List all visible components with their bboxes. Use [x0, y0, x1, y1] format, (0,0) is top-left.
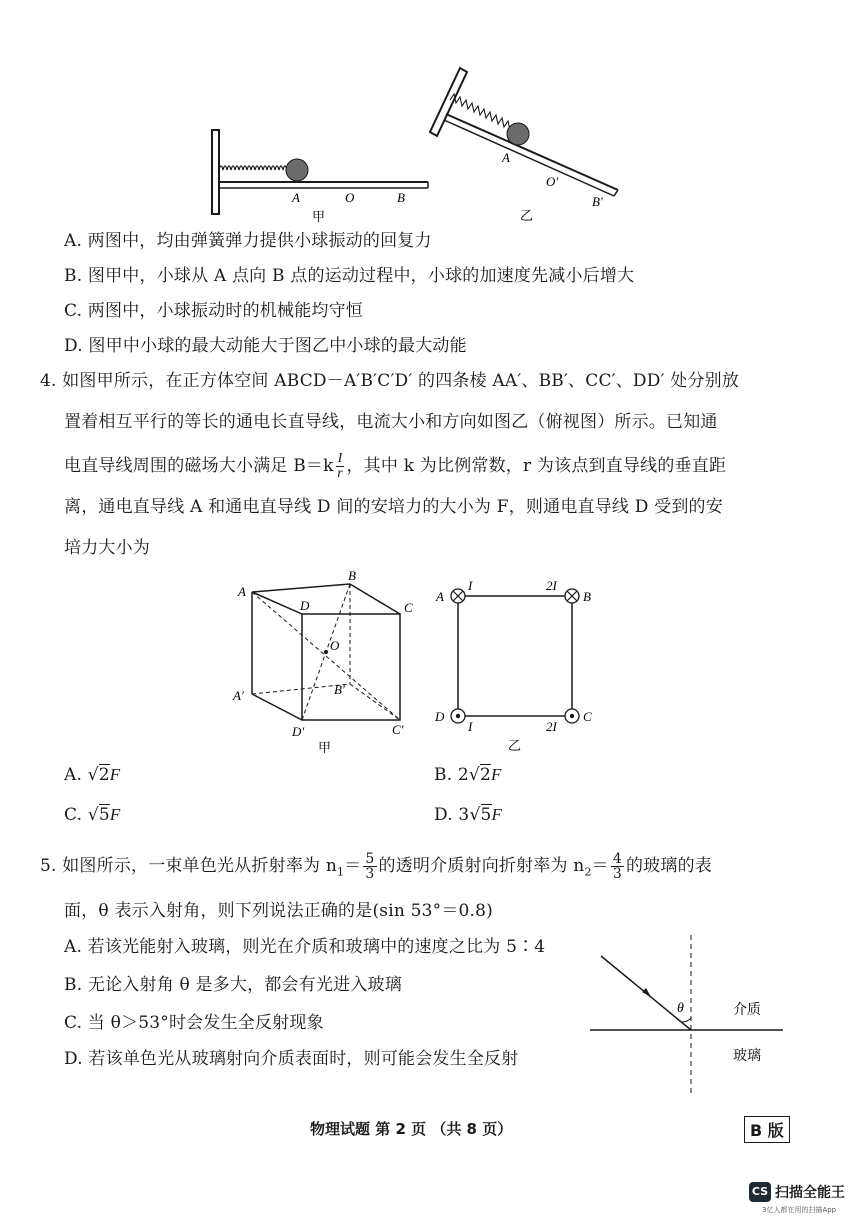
camscanner-name: 扫描全能王: [775, 1185, 845, 1201]
q4-line-3-pre: 电直导线周围的磁场大小满足 B＝k: [64, 456, 334, 476]
q5-option-a: A. 若该光能射入玻璃，则光在介质和玻璃中的速度之比为 5∶4: [64, 937, 546, 957]
camscanner-logo-icon: CS: [749, 1182, 771, 1202]
cube-label-D: D: [300, 598, 310, 613]
q4-option-d: D. 3√5F: [434, 805, 503, 825]
q4-option-a: A. √2F: [64, 765, 121, 785]
version-badge: B 版: [744, 1116, 790, 1143]
glass-label: 玻璃: [733, 1049, 761, 1064]
top-caption: 乙: [508, 738, 522, 753]
medium-label: 介质: [733, 1003, 761, 1018]
q3-option-c: C. 两图中，小球振动时的机械能均守恒: [64, 301, 364, 321]
q5-option-d: D. 若该单色光从玻璃射向介质表面时，则可能会发生全反射: [64, 1049, 519, 1069]
camscanner-tagline: 3亿人都在用的扫描App: [762, 1206, 837, 1214]
top-label-IB: 2I: [546, 578, 557, 593]
q4-line-5: 培力大小为: [64, 538, 150, 558]
q4-line-2: 置着相互平行的等长的通电长直导线，电流大小和方向如图乙（俯视图）所示。已知通: [64, 412, 718, 432]
page-footer: 物理试题 第 2 页 （共 8 页）: [310, 1120, 513, 1138]
q3-option-d: D. 图甲中小球的最大动能大于图乙中小球的最大动能: [64, 336, 467, 356]
q4-line-3-post: ，其中 k 为比例常数，r 为该点到直导线的垂直距: [346, 456, 727, 476]
cube-label-B: B: [348, 570, 356, 583]
q5-line-1: 5. 如图所示，一束单色光从折射率为 $n_1=$ $\frac{5}{3}$ 的透明介质射向折射率为 $n_2=$ $\frac{4}{3}$ 的玻璃的表: [40, 851, 712, 882]
q5-line-2: 面，θ 表示入射角，则下列说法正确的是(sin 53°＝0.8): [64, 901, 493, 921]
cube-label-A: A: [238, 584, 246, 599]
top-label-B: B: [583, 589, 591, 604]
q5-n1-fraction: $\frac{5}{3}$: [365, 851, 375, 882]
figure-spring-horizontal: [200, 120, 440, 230]
q4-fraction-num: I: [337, 451, 343, 466]
top-label-D: D: [435, 709, 445, 724]
figure-cube: [228, 570, 428, 755]
q5-option-c: C. 当 θ＞53°时会发生全反射现象: [64, 1013, 324, 1033]
label-O: O: [345, 190, 355, 205]
cube-label-O: O: [330, 638, 340, 653]
caption-jia: 甲: [312, 209, 326, 224]
label-O: O′: [546, 174, 559, 189]
label-B: B′: [592, 194, 603, 209]
top-label-IC: 2I: [546, 719, 557, 734]
top-label-ID: I: [468, 719, 473, 734]
cube-label-C1: C′: [392, 722, 404, 737]
q4-line-4: 离，通电直导线 A 和通电直导线 D 间的安培力的大小为 F，则通电直导线 D 受到的安: [64, 497, 723, 517]
q5-n2-fraction: $\frac{4}{3}$: [612, 851, 622, 882]
label-B: B: [397, 190, 405, 205]
incline: [446, 114, 618, 190]
q4-fraction-den: r: [337, 466, 343, 481]
figure-spring-inclined: [420, 62, 630, 232]
top-label-A: A: [436, 589, 444, 604]
q4-line-3: [64, 452, 726, 481]
q3-option-b: B. 图甲中，小球从 A 点向 B 点的运动过程中，小球的加速度先减小后增大: [64, 266, 635, 286]
label-A: A: [502, 150, 510, 165]
theta-label: θ: [677, 1001, 684, 1016]
top-label-C: C: [583, 709, 592, 724]
wall: [212, 130, 219, 214]
caption-yi: 乙: [520, 208, 534, 223]
top-label-IA: I: [468, 578, 473, 593]
cube-label-A1: A′: [233, 688, 244, 703]
q5-option-b: B. 无论入射角 θ 是多大，都会有光进入玻璃: [64, 975, 402, 995]
arrow-icon: [642, 988, 651, 997]
q4-fraction: [336, 452, 345, 481]
cube-label-C: C: [404, 600, 413, 615]
ball: [286, 159, 308, 181]
label-A: A: [292, 190, 300, 205]
spring: [219, 166, 287, 170]
cube-label-B1: B′: [334, 682, 345, 697]
figure-refraction: [585, 930, 790, 1100]
q3-option-a: A. 两图中，均由弹簧弹力提供小球振动的回复力: [64, 231, 432, 251]
q4-option-b: B. 2√2F: [434, 765, 502, 785]
q4-line-1: 4. 如图甲所示，在正方体空间 ABCD－A′B′C′D′ 的四条棱 AA′、BB′、CC′、DD′ 处分别放: [40, 371, 740, 391]
q4-option-c: C. √5F: [64, 805, 121, 825]
cube-label-D1: D′: [292, 724, 305, 739]
figure-top-view: [430, 578, 610, 753]
cube-caption: 甲: [318, 740, 332, 755]
ball: [507, 123, 529, 145]
